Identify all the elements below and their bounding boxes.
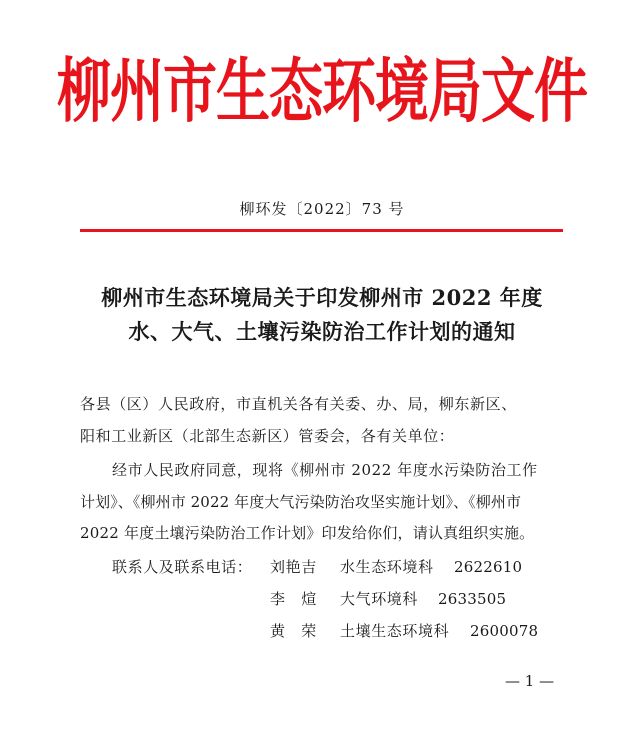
contact-label: 联系人及联系电话： [112, 558, 253, 576]
contact-dept: 土壤生态环境科 [340, 622, 450, 640]
addressee-line2: 阳和工业新区（北部生态新区）管委会，各有关单位： [80, 427, 455, 445]
red-divider [80, 229, 563, 232]
body-paragraph-line1: 经市人民政府同意，现将《柳州市 2022 年度水污染防治工作 [112, 461, 538, 479]
body-paragraph-line3: 2022 年度土壤污染防治工作计划》印发给你们，请认真组织实施。 [80, 524, 535, 542]
addressee-line1: 各县（区）人民政府，市直机关各有关委、办、局，柳东新区、 [80, 395, 517, 413]
contact-phone: 2633505 [438, 590, 507, 608]
document-number: 柳环发〔2022〕73 号 [239, 200, 405, 218]
contact-name: 刘艳吉 [270, 558, 317, 576]
contact-dept: 水生态环境科 [340, 558, 434, 576]
org-title: 柳州市生态环境局文件 [57, 51, 587, 132]
contact-phone: 2600078 [470, 622, 539, 640]
contact-phone: 2622610 [454, 558, 523, 576]
body-paragraph-line2: 计划》、《柳州市 2022 年度大气污染防治攻坚实施计划》、《柳州市 [80, 493, 522, 511]
notice-title-line1: 柳州市生态环境局关于印发柳州市 2022 年度 [101, 285, 543, 310]
notice-title-line2: 水、大气、土壤污染防治工作计划的通知 [128, 319, 516, 344]
contact-name: 黄 荣 [270, 622, 317, 640]
contact-dept: 大气环境科 [340, 590, 419, 608]
contact-name: 李 煊 [270, 590, 317, 608]
page-number: — 1 — [505, 672, 555, 690]
